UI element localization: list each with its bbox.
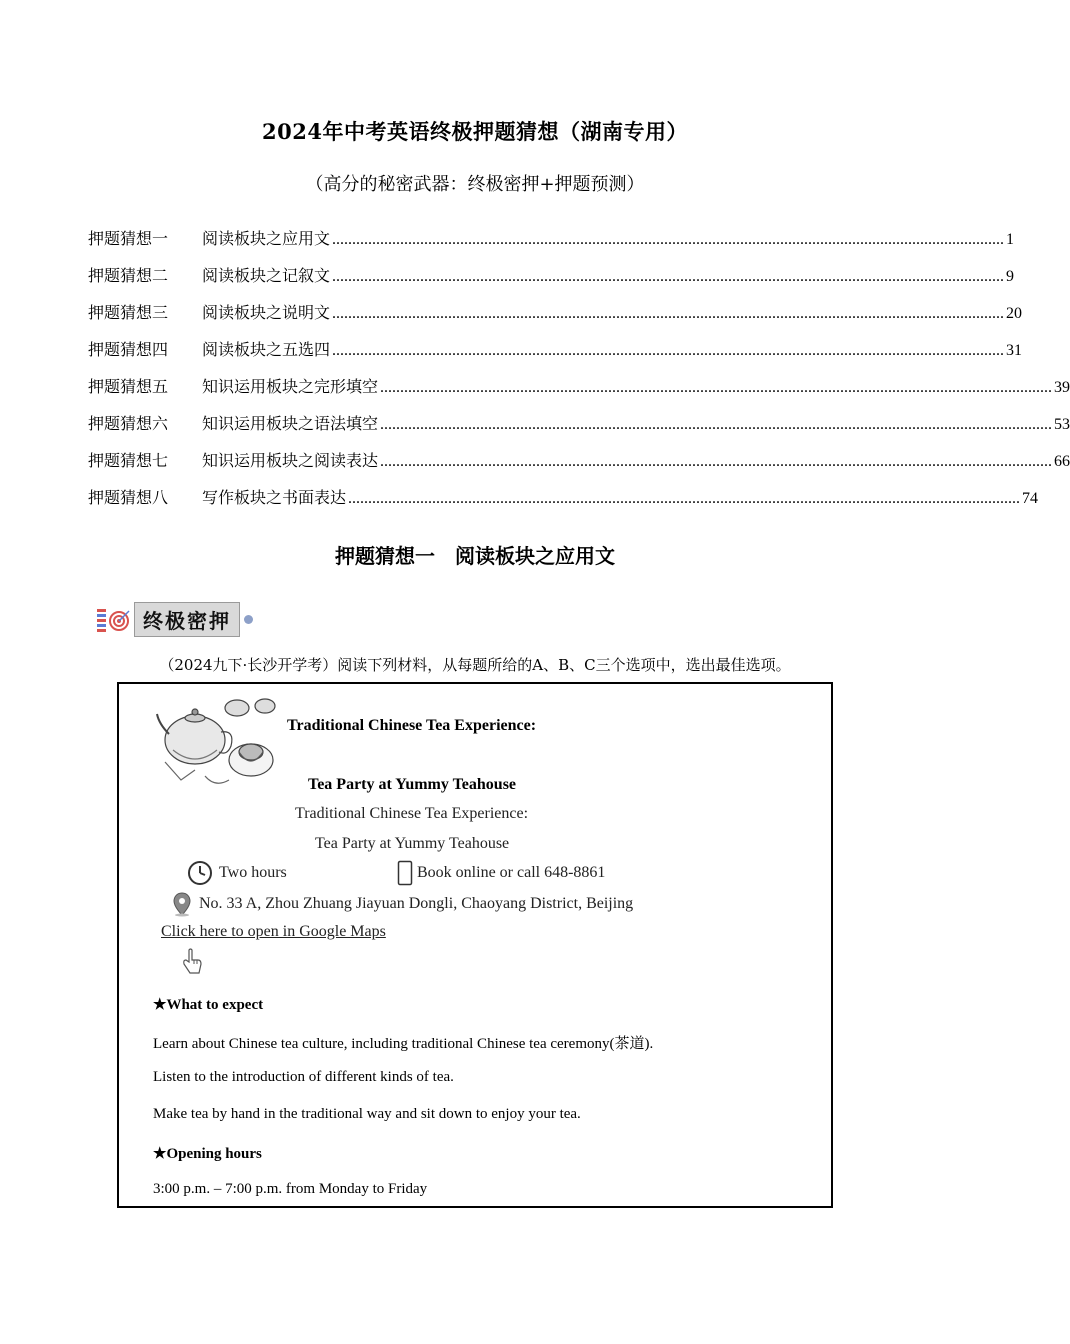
toc-entry-label: 知识运用板块之阅读表达 (202, 451, 379, 470)
toc-entry-number: 押题猜想三 (88, 303, 169, 322)
address-info (171, 891, 633, 917)
opening-hours-heading: ★Opening hours (153, 1146, 262, 1162)
target-icon (96, 603, 130, 637)
section-title: 押题猜想一 阅读板块之应用文 (335, 544, 615, 568)
toc-entry-8[interactable] (88, 485, 1039, 522)
toc-leader-dots: ........................................................................................................................................................................ (380, 453, 1053, 470)
toc-leader-dots: ........................................................................................................................................................................ (380, 379, 1053, 396)
badge-dot-icon (244, 615, 253, 624)
document-title: 2024年中考英语终极押题猜想（湖南专用） (262, 119, 688, 144)
expect-item-1: Learn about Chinese tea culture, including traditional Chinese tea ceremony(茶道). (153, 1036, 654, 1052)
question-intro: （2024九下·长沙开学考）阅读下列材料，从每题所给的A、B、C三个选项中，选出最佳选项。 (159, 656, 791, 674)
passage-heading: Traditional Chinese Tea Experience: (295, 805, 529, 822)
pointing-hand-icon (181, 948, 203, 976)
toc-leader-dots: ........................................................................................................................................................................ (348, 490, 1021, 507)
opening-hours-text: 3:00 p.m. – 7:00 p.m. from Monday to Friday (153, 1181, 428, 1197)
expect-item-2: Listen to the introduction of different kinds of tea. (153, 1069, 454, 1085)
reading-passage-box (117, 682, 833, 1208)
toc-leader-dots: ........................................................................................................................................................................ (380, 416, 1053, 433)
toc-entry-page: 53 (1054, 416, 1070, 433)
clock-icon (187, 860, 213, 886)
toc-entry-1[interactable] (88, 226, 1015, 263)
toc-entry-3[interactable] (88, 300, 1023, 337)
toc-entry-number: 押题猜想七 (88, 451, 169, 470)
toc-entry-label: 阅读板块之应用文 (202, 229, 331, 248)
phone-icon (397, 860, 413, 886)
toc-entry-number: 押题猜想一 (88, 229, 169, 248)
toc-entry-number: 押题猜想二 (88, 266, 169, 285)
toc-entry-page: 31 (1006, 342, 1023, 359)
badge-label: 终极密押 (134, 602, 240, 637)
toc-entry-page: 9 (1006, 268, 1015, 285)
toc-entry-label: 阅读板块之说明文 (202, 303, 331, 322)
booking-text: Book online or call 648-8861 (417, 864, 606, 881)
passage-subheading-bold: Tea Party at Yummy Teahouse (308, 776, 517, 793)
address-text: No. 33 A, Zhou Zhuang Jiayuan Dongli, Chaoyang District, Beijing (199, 895, 634, 912)
what-to-expect-heading: ★What to expect (153, 997, 264, 1013)
google-maps-link[interactable]: Click here to open in Google Maps (161, 923, 386, 940)
toc-entry-page: 39 (1054, 379, 1070, 396)
passage-subheading: Tea Party at Yummy Teahouse (315, 835, 510, 852)
toc-entry-number: 押题猜想五 (88, 377, 169, 396)
toc-entry-6[interactable] (88, 411, 1070, 448)
duration-info (187, 860, 287, 886)
toc-entry-label: 知识运用板块之完形填空 (202, 377, 379, 396)
toc-entry-page: 66 (1054, 453, 1070, 470)
toc-entry-label: 阅读板块之记叙文 (202, 266, 331, 285)
booking-info (397, 860, 605, 886)
toc-leader-dots: ........................................................................................................................................................................ (332, 342, 1005, 359)
toc-leader-dots: ........................................................................................................................................................................ (332, 231, 1005, 248)
toc-entry-5[interactable] (88, 374, 1070, 411)
toc-entry-label: 阅读板块之五选四 (202, 340, 331, 359)
toc-entry-label: 知识运用板块之语法填空 (202, 414, 379, 433)
toc-entry-4[interactable] (88, 337, 1023, 374)
toc-entry-page: 20 (1006, 305, 1023, 322)
section-badge (96, 602, 253, 637)
teapot-illustration-icon (155, 690, 280, 795)
toc-entry-number: 押题猜想八 (88, 488, 169, 507)
location-pin-icon (171, 891, 193, 917)
toc-entry-page: 74 (1022, 490, 1039, 507)
toc-leader-dots: ........................................................................................................................................................................ (332, 305, 1005, 322)
toc-entry-7[interactable] (88, 448, 1070, 485)
duration-text: Two hours (219, 864, 287, 881)
toc-leader-dots: ........................................................................................................................................................................ (332, 268, 1005, 285)
toc-entry-label: 写作板块之书面表达 (202, 488, 347, 507)
table-of-contents (88, 226, 1070, 522)
passage-heading-bold: Traditional Chinese Tea Experience: (287, 717, 537, 734)
toc-entry-number: 押题猜想四 (88, 340, 169, 359)
toc-entry-page: 1 (1006, 231, 1015, 248)
toc-entry-number: 押题猜想六 (88, 414, 169, 433)
expect-item-3: Make tea by hand in the traditional way and sit down to enjoy your tea. (153, 1106, 581, 1122)
document-subtitle: （高分的秘密武器：终极密押+押题预测） (305, 174, 645, 195)
toc-entry-2[interactable] (88, 263, 1015, 300)
